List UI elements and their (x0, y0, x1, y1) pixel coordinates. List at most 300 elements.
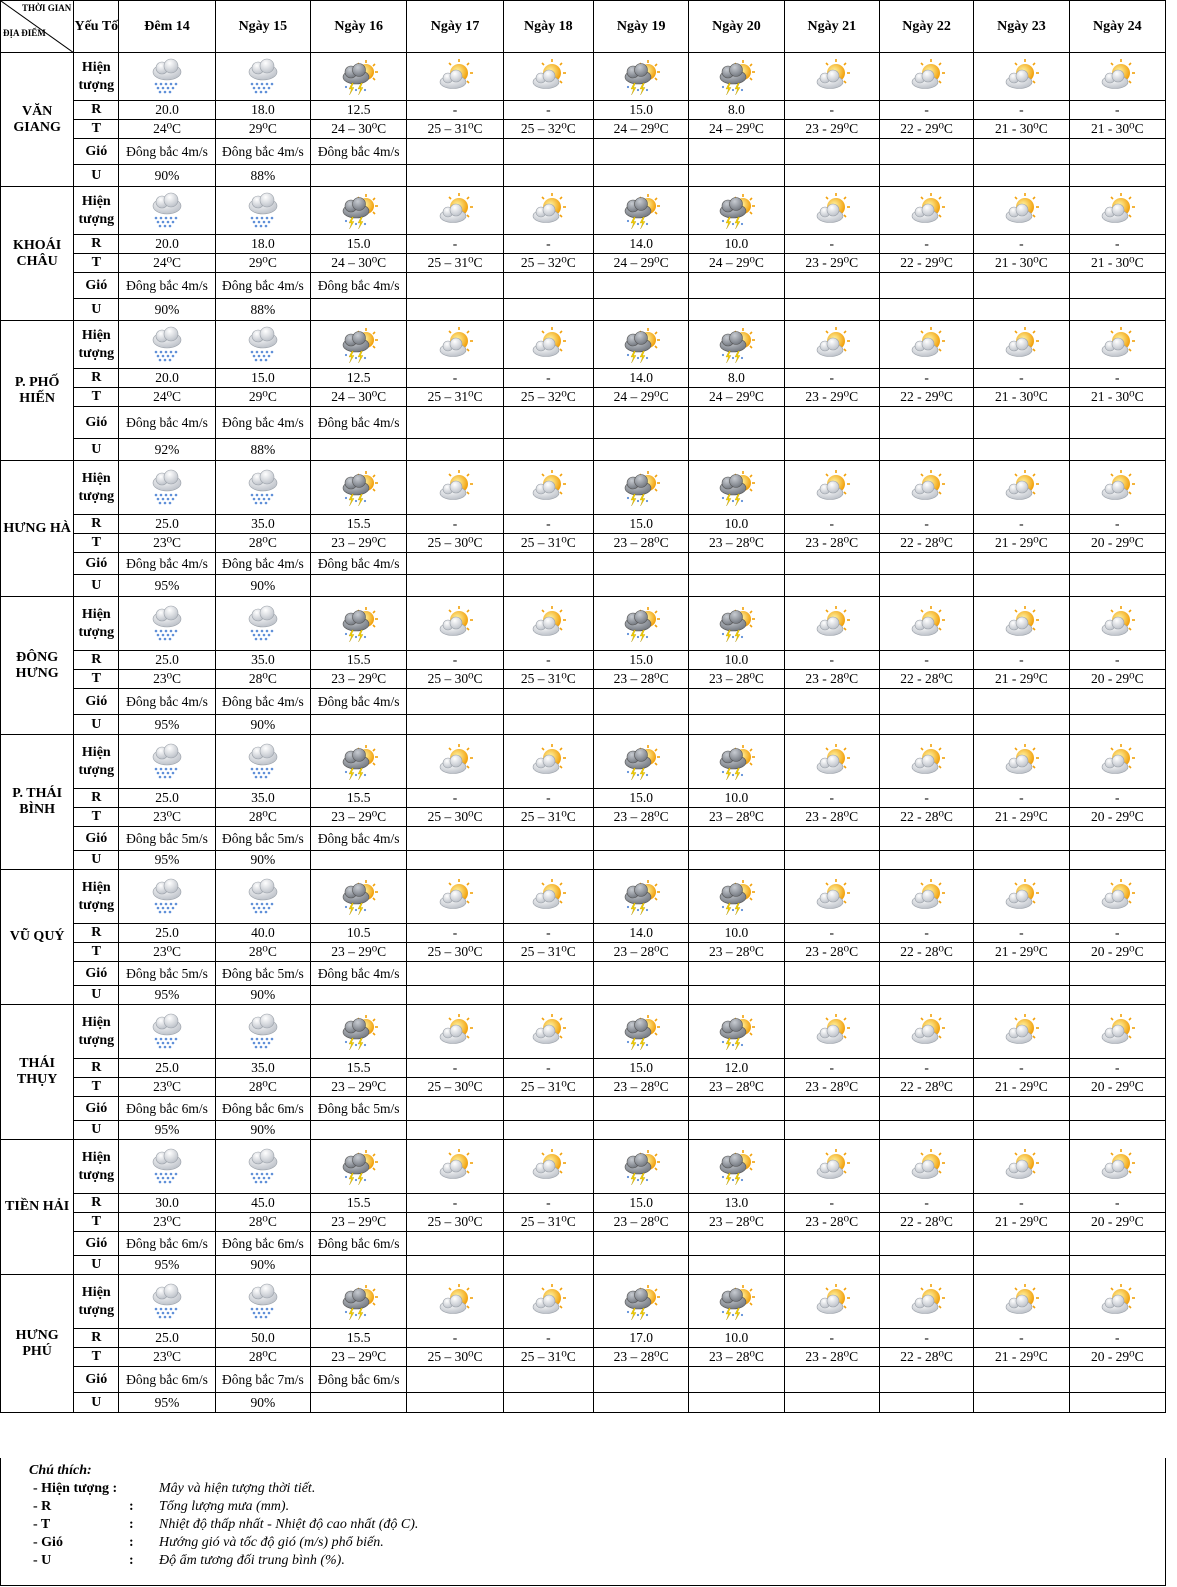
humidity-cell (689, 1393, 784, 1413)
wind-cell: Đông bắc 6m/s (311, 1232, 407, 1256)
rain-cell: - (503, 1059, 593, 1078)
humidity-cell (1069, 715, 1165, 735)
temperature-cell: 28⁰C (215, 1348, 310, 1367)
temperature-cell: 21 - 30⁰C (974, 388, 1069, 407)
rain-cell: - (407, 1059, 503, 1078)
row-label-t: T (74, 534, 119, 553)
row-label-t: T (74, 254, 119, 273)
humidity-cell (974, 575, 1069, 597)
temperature-cell: 29⁰C (215, 388, 310, 407)
row-label-wind: Gió (74, 139, 119, 165)
wind-cell (407, 139, 503, 165)
thunderstorm-sun-icon (339, 1147, 379, 1187)
sun-cloud-icon (1001, 604, 1041, 644)
rain-cell: 14.0 (593, 369, 688, 388)
phenomena-cell (879, 321, 973, 369)
phenomena-cell (503, 735, 593, 789)
humidity-cell (311, 439, 407, 461)
rain-cell: 15.0 (593, 101, 688, 120)
rain-cell: - (503, 924, 593, 943)
rain-cloud-icon (147, 325, 187, 365)
rain-cell: - (1069, 101, 1165, 120)
row-label-r: R (74, 515, 119, 534)
temperature-cell: 24⁰C (119, 120, 215, 139)
phenomena-cell (311, 735, 407, 789)
temperature-cell: 21 - 29⁰C (974, 534, 1069, 553)
phenomena-cell (311, 1275, 407, 1329)
sun-cloud-icon (907, 191, 947, 231)
thunderstorm-sun-icon (621, 191, 661, 231)
phenomena-cell (784, 187, 879, 235)
rain-cell: - (784, 651, 879, 670)
rain-cell: - (503, 1329, 593, 1348)
temperature-cell: 28⁰C (215, 670, 310, 689)
temperature-cell: 25 – 31⁰C (503, 1213, 593, 1232)
wind-cell (689, 1232, 784, 1256)
day-header: Ngày 15 (215, 1, 310, 53)
wind-cell: Đông bắc 5m/s (215, 827, 310, 851)
wind-cell (879, 139, 973, 165)
phenomena-cell (503, 1140, 593, 1194)
phenomena-cell (503, 321, 593, 369)
wind-cell: Đông bắc 6m/s (311, 1367, 407, 1393)
phenomena-cell (311, 870, 407, 924)
row-label-u: U (74, 851, 119, 870)
rain-cloud-icon (243, 325, 283, 365)
rain-cell: 15.0 (593, 515, 688, 534)
humidity-cell: 90% (215, 1121, 310, 1140)
wind-cell (879, 1232, 973, 1256)
humidity-cell (784, 575, 879, 597)
humidity-cell (503, 1121, 593, 1140)
rain-cell: - (1069, 789, 1165, 808)
temperature-cell: 20 - 29⁰C (1069, 1348, 1165, 1367)
rain-cell: 17.0 (593, 1329, 688, 1348)
sun-cloud-icon (1097, 1282, 1137, 1322)
legend-item (29, 1480, 1165, 1498)
phenomena-cell (689, 1140, 784, 1194)
rain-cell: - (407, 101, 503, 120)
wind-cell (784, 1097, 879, 1121)
temperature-cell: 21 - 30⁰C (974, 120, 1069, 139)
row-label-r: R (74, 101, 119, 120)
wind-cell (974, 273, 1069, 299)
wind-cell: Đông bắc 4m/s (215, 139, 310, 165)
humidity-cell (974, 715, 1069, 735)
wind-cell (879, 407, 973, 439)
phenomena-row (1, 870, 1166, 924)
rain-cloud-icon (243, 1147, 283, 1187)
humidity-cell: 90% (119, 299, 215, 321)
legend-colon: : (129, 1499, 134, 1514)
humidity-cell (689, 575, 784, 597)
wind-cell (974, 962, 1069, 986)
row-label-phenomena: Hiện tượng (74, 1275, 119, 1329)
wind-cell (784, 689, 879, 715)
temperature-cell: 23 – 29⁰C (311, 943, 407, 962)
rain-row (1, 1329, 1166, 1348)
phenomena-cell (311, 597, 407, 651)
wind-cell (879, 273, 973, 299)
wind-cell (784, 273, 879, 299)
wind-cell: Đông bắc 7m/s (215, 1367, 310, 1393)
temperature-cell: 23 - 28⁰C (784, 534, 879, 553)
wind-cell: Đông bắc 4m/s (215, 273, 310, 299)
rain-row (1, 924, 1166, 943)
humidity-cell (311, 1393, 407, 1413)
rain-cell: 15.5 (311, 1194, 407, 1213)
rain-cell: 12.0 (689, 1059, 784, 1078)
temperature-cell: 23 – 29⁰C (311, 1213, 407, 1232)
wind-cell (593, 1232, 688, 1256)
wind-cell (689, 553, 784, 575)
wind-cell: Đông bắc 6m/s (215, 1097, 310, 1121)
thunderstorm-sun-icon (621, 57, 661, 97)
legend-colon: : (129, 1553, 134, 1568)
humidity-cell (879, 986, 973, 1005)
phenomena-cell (119, 1005, 215, 1059)
wind-cell (593, 139, 688, 165)
wind-cell (407, 1232, 503, 1256)
wind-cell (689, 273, 784, 299)
phenomena-cell (689, 187, 784, 235)
sun-cloud-icon (907, 742, 947, 782)
phenomena-cell (1069, 1140, 1165, 1194)
rain-cloud-icon (243, 1012, 283, 1052)
rain-cell: - (879, 1329, 973, 1348)
temperature-cell: 25 – 30⁰C (407, 808, 503, 827)
thunderstorm-sun-icon (339, 1282, 379, 1322)
thunderstorm-sun-icon (621, 877, 661, 917)
phenomena-cell (974, 870, 1069, 924)
rain-cell: - (974, 789, 1069, 808)
row-label-r: R (74, 924, 119, 943)
sun-cloud-icon (528, 604, 568, 644)
humidity-cell (784, 165, 879, 187)
wind-cell (1069, 407, 1165, 439)
row-label-u: U (74, 165, 119, 187)
temperature-cell: 25 – 30⁰C (407, 1213, 503, 1232)
wind-cell (1069, 827, 1165, 851)
humidity-row (1, 1393, 1166, 1413)
sun-cloud-icon (1001, 742, 1041, 782)
rain-cell: - (974, 369, 1069, 388)
humidity-row (1, 165, 1166, 187)
humidity-cell (593, 165, 688, 187)
phenomena-cell (119, 461, 215, 515)
day-header: Đêm 14 (119, 1, 215, 53)
wind-cell (503, 553, 593, 575)
phenomena-cell (407, 53, 503, 101)
humidity-cell (311, 986, 407, 1005)
wind-cell (1069, 139, 1165, 165)
humidity-cell (1069, 439, 1165, 461)
sun-cloud-icon (528, 468, 568, 508)
wind-row (1, 962, 1166, 986)
wind-cell (593, 827, 688, 851)
rain-cell: 40.0 (215, 924, 310, 943)
temperature-cell: 23 – 29⁰C (311, 1348, 407, 1367)
legend-colon: : (129, 1517, 134, 1532)
sun-cloud-icon (1097, 877, 1137, 917)
sun-cloud-icon (528, 325, 568, 365)
row-label-t: T (74, 943, 119, 962)
phenomena-cell (407, 735, 503, 789)
temperature-cell: 22 - 29⁰C (879, 254, 973, 273)
row-label-r: R (74, 235, 119, 254)
rain-cell: 25.0 (119, 651, 215, 670)
rain-cell: 15.0 (593, 789, 688, 808)
corner-header (1, 1, 74, 53)
wind-cell (689, 139, 784, 165)
wind-cell: Đông bắc 4m/s (119, 139, 215, 165)
temperature-cell: 23⁰C (119, 534, 215, 553)
temperature-cell: 24 – 30⁰C (311, 254, 407, 273)
rain-cell: - (407, 789, 503, 808)
wind-row (1, 553, 1166, 575)
humidity-cell: 95% (119, 575, 215, 597)
row-label-phenomena: Hiện tượng (74, 187, 119, 235)
temperature-cell: 25 – 31⁰C (503, 1078, 593, 1097)
rain-cloud-icon (243, 468, 283, 508)
temperature-cell: 21 - 29⁰C (974, 1078, 1069, 1097)
wind-cell (974, 1097, 1069, 1121)
wind-cell (879, 1367, 973, 1393)
rain-cell: 15.5 (311, 789, 407, 808)
rain-cell: - (784, 515, 879, 534)
rain-cell: - (879, 1194, 973, 1213)
rain-cloud-icon (243, 191, 283, 231)
thunderstorm-sun-icon (716, 1147, 756, 1187)
phenomena-cell (311, 1140, 407, 1194)
row-label-wind: Gió (74, 553, 119, 575)
wind-cell: Đông bắc 6m/s (119, 1367, 215, 1393)
legend-item (29, 1534, 1165, 1552)
phenomena-cell (784, 870, 879, 924)
rain-cloud-icon (147, 1147, 187, 1187)
humidity-cell (689, 1121, 784, 1140)
rain-cell: - (784, 235, 879, 254)
rain-row (1, 235, 1166, 254)
sun-cloud-icon (907, 1147, 947, 1187)
phenomena-cell (503, 461, 593, 515)
wind-cell (784, 407, 879, 439)
temperature-cell: 25 – 31⁰C (503, 943, 593, 962)
humidity-cell: 95% (119, 715, 215, 735)
thunderstorm-sun-icon (716, 742, 756, 782)
legend-colon (129, 1480, 159, 1498)
temperature-row (1, 808, 1166, 827)
temperature-row (1, 1078, 1166, 1097)
wind-cell (879, 962, 973, 986)
row-label-r: R (74, 1059, 119, 1078)
temperature-cell: 23 – 28⁰C (689, 1078, 784, 1097)
humidity-cell (593, 1121, 688, 1140)
temperature-cell: 25 – 31⁰C (503, 534, 593, 553)
phenomena-cell (689, 1005, 784, 1059)
row-label-wind: Gió (74, 962, 119, 986)
wind-row (1, 273, 1166, 299)
phenomena-cell (215, 1005, 310, 1059)
location-name: VĂN GIANG (1, 53, 74, 187)
rain-cloud-icon (147, 468, 187, 508)
phenomena-cell (689, 321, 784, 369)
thunderstorm-sun-icon (339, 604, 379, 644)
sun-cloud-icon (1097, 325, 1137, 365)
location-name: P. THÁI BÌNH (1, 735, 74, 870)
temperature-row (1, 1213, 1166, 1232)
rain-cell: - (503, 101, 593, 120)
rain-cell: 10.0 (689, 651, 784, 670)
sun-cloud-icon (1001, 877, 1041, 917)
row-label-t: T (74, 388, 119, 407)
temperature-cell: 23 – 28⁰C (689, 808, 784, 827)
row-label-t: T (74, 120, 119, 139)
humidity-row (1, 851, 1166, 870)
sun-cloud-icon (1097, 604, 1137, 644)
temperature-cell: 24 – 30⁰C (311, 120, 407, 139)
temperature-cell: 25 – 30⁰C (407, 943, 503, 962)
humidity-cell (311, 299, 407, 321)
rain-cell: 35.0 (215, 789, 310, 808)
rain-cloud-icon (147, 604, 187, 644)
temperature-cell: 29⁰C (215, 120, 310, 139)
row-label-phenomena: Hiện tượng (74, 321, 119, 369)
temperature-row (1, 120, 1166, 139)
phenomena-cell (215, 1140, 310, 1194)
rain-row (1, 369, 1166, 388)
phenomena-cell (784, 53, 879, 101)
rain-cell: - (1069, 651, 1165, 670)
wind-cell (974, 689, 1069, 715)
temperature-cell: 24⁰C (119, 388, 215, 407)
temperature-row (1, 943, 1166, 962)
wind-cell: Đông bắc 5m/s (215, 962, 310, 986)
temperature-cell: 25 – 32⁰C (503, 388, 593, 407)
phenomena-cell (119, 870, 215, 924)
wind-row (1, 827, 1166, 851)
humidity-cell (311, 575, 407, 597)
wind-cell (503, 1097, 593, 1121)
humidity-cell (1069, 1121, 1165, 1140)
rain-cell: 14.0 (593, 235, 688, 254)
thunderstorm-sun-icon (621, 742, 661, 782)
humidity-cell (407, 986, 503, 1005)
phenomena-cell (1069, 321, 1165, 369)
row-label-u: U (74, 1256, 119, 1275)
sun-cloud-icon (1097, 191, 1137, 231)
row-label-phenomena: Hiện tượng (74, 870, 119, 924)
rain-cell: - (1069, 1329, 1165, 1348)
humidity-cell (974, 851, 1069, 870)
phenomena-cell (503, 1275, 593, 1329)
wind-cell: Đông bắc 4m/s (311, 407, 407, 439)
rain-cell: 18.0 (215, 235, 310, 254)
wind-cell (407, 827, 503, 851)
temperature-cell: 21 - 29⁰C (974, 670, 1069, 689)
humidity-cell (879, 299, 973, 321)
humidity-cell (879, 1256, 973, 1275)
wind-cell (784, 1232, 879, 1256)
phenomena-cell (119, 735, 215, 789)
temperature-cell: 29⁰C (215, 254, 310, 273)
rain-row (1, 789, 1166, 808)
row-label-phenomena: Hiện tượng (74, 597, 119, 651)
temperature-cell: 23⁰C (119, 943, 215, 962)
phenomena-cell (879, 735, 973, 789)
humidity-cell (879, 439, 973, 461)
temperature-cell: 24⁰C (119, 254, 215, 273)
phenomena-cell (503, 1005, 593, 1059)
wind-cell (689, 1097, 784, 1121)
row-label-u: U (74, 1121, 119, 1140)
phenomena-cell (311, 53, 407, 101)
phenomena-cell (1069, 870, 1165, 924)
rain-cell: - (1069, 369, 1165, 388)
phenomena-cell (503, 187, 593, 235)
humidity-row (1, 1256, 1166, 1275)
wind-cell (407, 689, 503, 715)
humidity-cell: 90% (215, 715, 310, 735)
phenomena-cell (879, 1005, 973, 1059)
sun-cloud-icon (1001, 468, 1041, 508)
phenomena-row (1, 53, 1166, 101)
sun-cloud-icon (812, 877, 852, 917)
wind-cell (407, 407, 503, 439)
wind-cell (689, 1367, 784, 1393)
wind-cell (784, 827, 879, 851)
phenomena-cell (311, 321, 407, 369)
day-header: Ngày 22 (879, 1, 973, 53)
rain-cell: 15.5 (311, 1059, 407, 1078)
temperature-cell: 28⁰C (215, 1078, 310, 1097)
temperature-cell: 25 – 30⁰C (407, 670, 503, 689)
wind-cell (689, 689, 784, 715)
sun-cloud-icon (907, 1012, 947, 1052)
row-label-phenomena: Hiện tượng (74, 735, 119, 789)
temperature-cell: 23 - 28⁰C (784, 1348, 879, 1367)
day-header: Ngày 21 (784, 1, 879, 53)
temperature-cell: 22 - 29⁰C (879, 120, 973, 139)
humidity-cell (503, 575, 593, 597)
temperature-cell: 24 – 30⁰C (311, 388, 407, 407)
humidity-cell (503, 715, 593, 735)
row-label-wind: Gió (74, 407, 119, 439)
sun-cloud-icon (812, 742, 852, 782)
wind-row (1, 689, 1166, 715)
rain-cell: - (974, 1194, 1069, 1213)
phenomena-cell (784, 1140, 879, 1194)
rain-cell: 12.5 (311, 101, 407, 120)
wind-cell: Đông bắc 4m/s (119, 553, 215, 575)
rain-cloud-icon (147, 877, 187, 917)
humidity-cell (784, 851, 879, 870)
rain-cloud-icon (147, 191, 187, 231)
humidity-cell (1069, 165, 1165, 187)
wind-row (1, 139, 1166, 165)
wind-cell: Đông bắc 6m/s (119, 1097, 215, 1121)
day-header: Ngày 23 (974, 1, 1069, 53)
phenomena-cell (1069, 53, 1165, 101)
temperature-row (1, 534, 1166, 553)
rain-cell: - (784, 1059, 879, 1078)
wind-cell: Đông bắc 5m/s (119, 827, 215, 851)
thunderstorm-sun-icon (716, 604, 756, 644)
humidity-cell: 95% (119, 851, 215, 870)
phenomena-cell (311, 461, 407, 515)
sun-cloud-icon (812, 1282, 852, 1322)
rain-cell: 10.0 (689, 789, 784, 808)
